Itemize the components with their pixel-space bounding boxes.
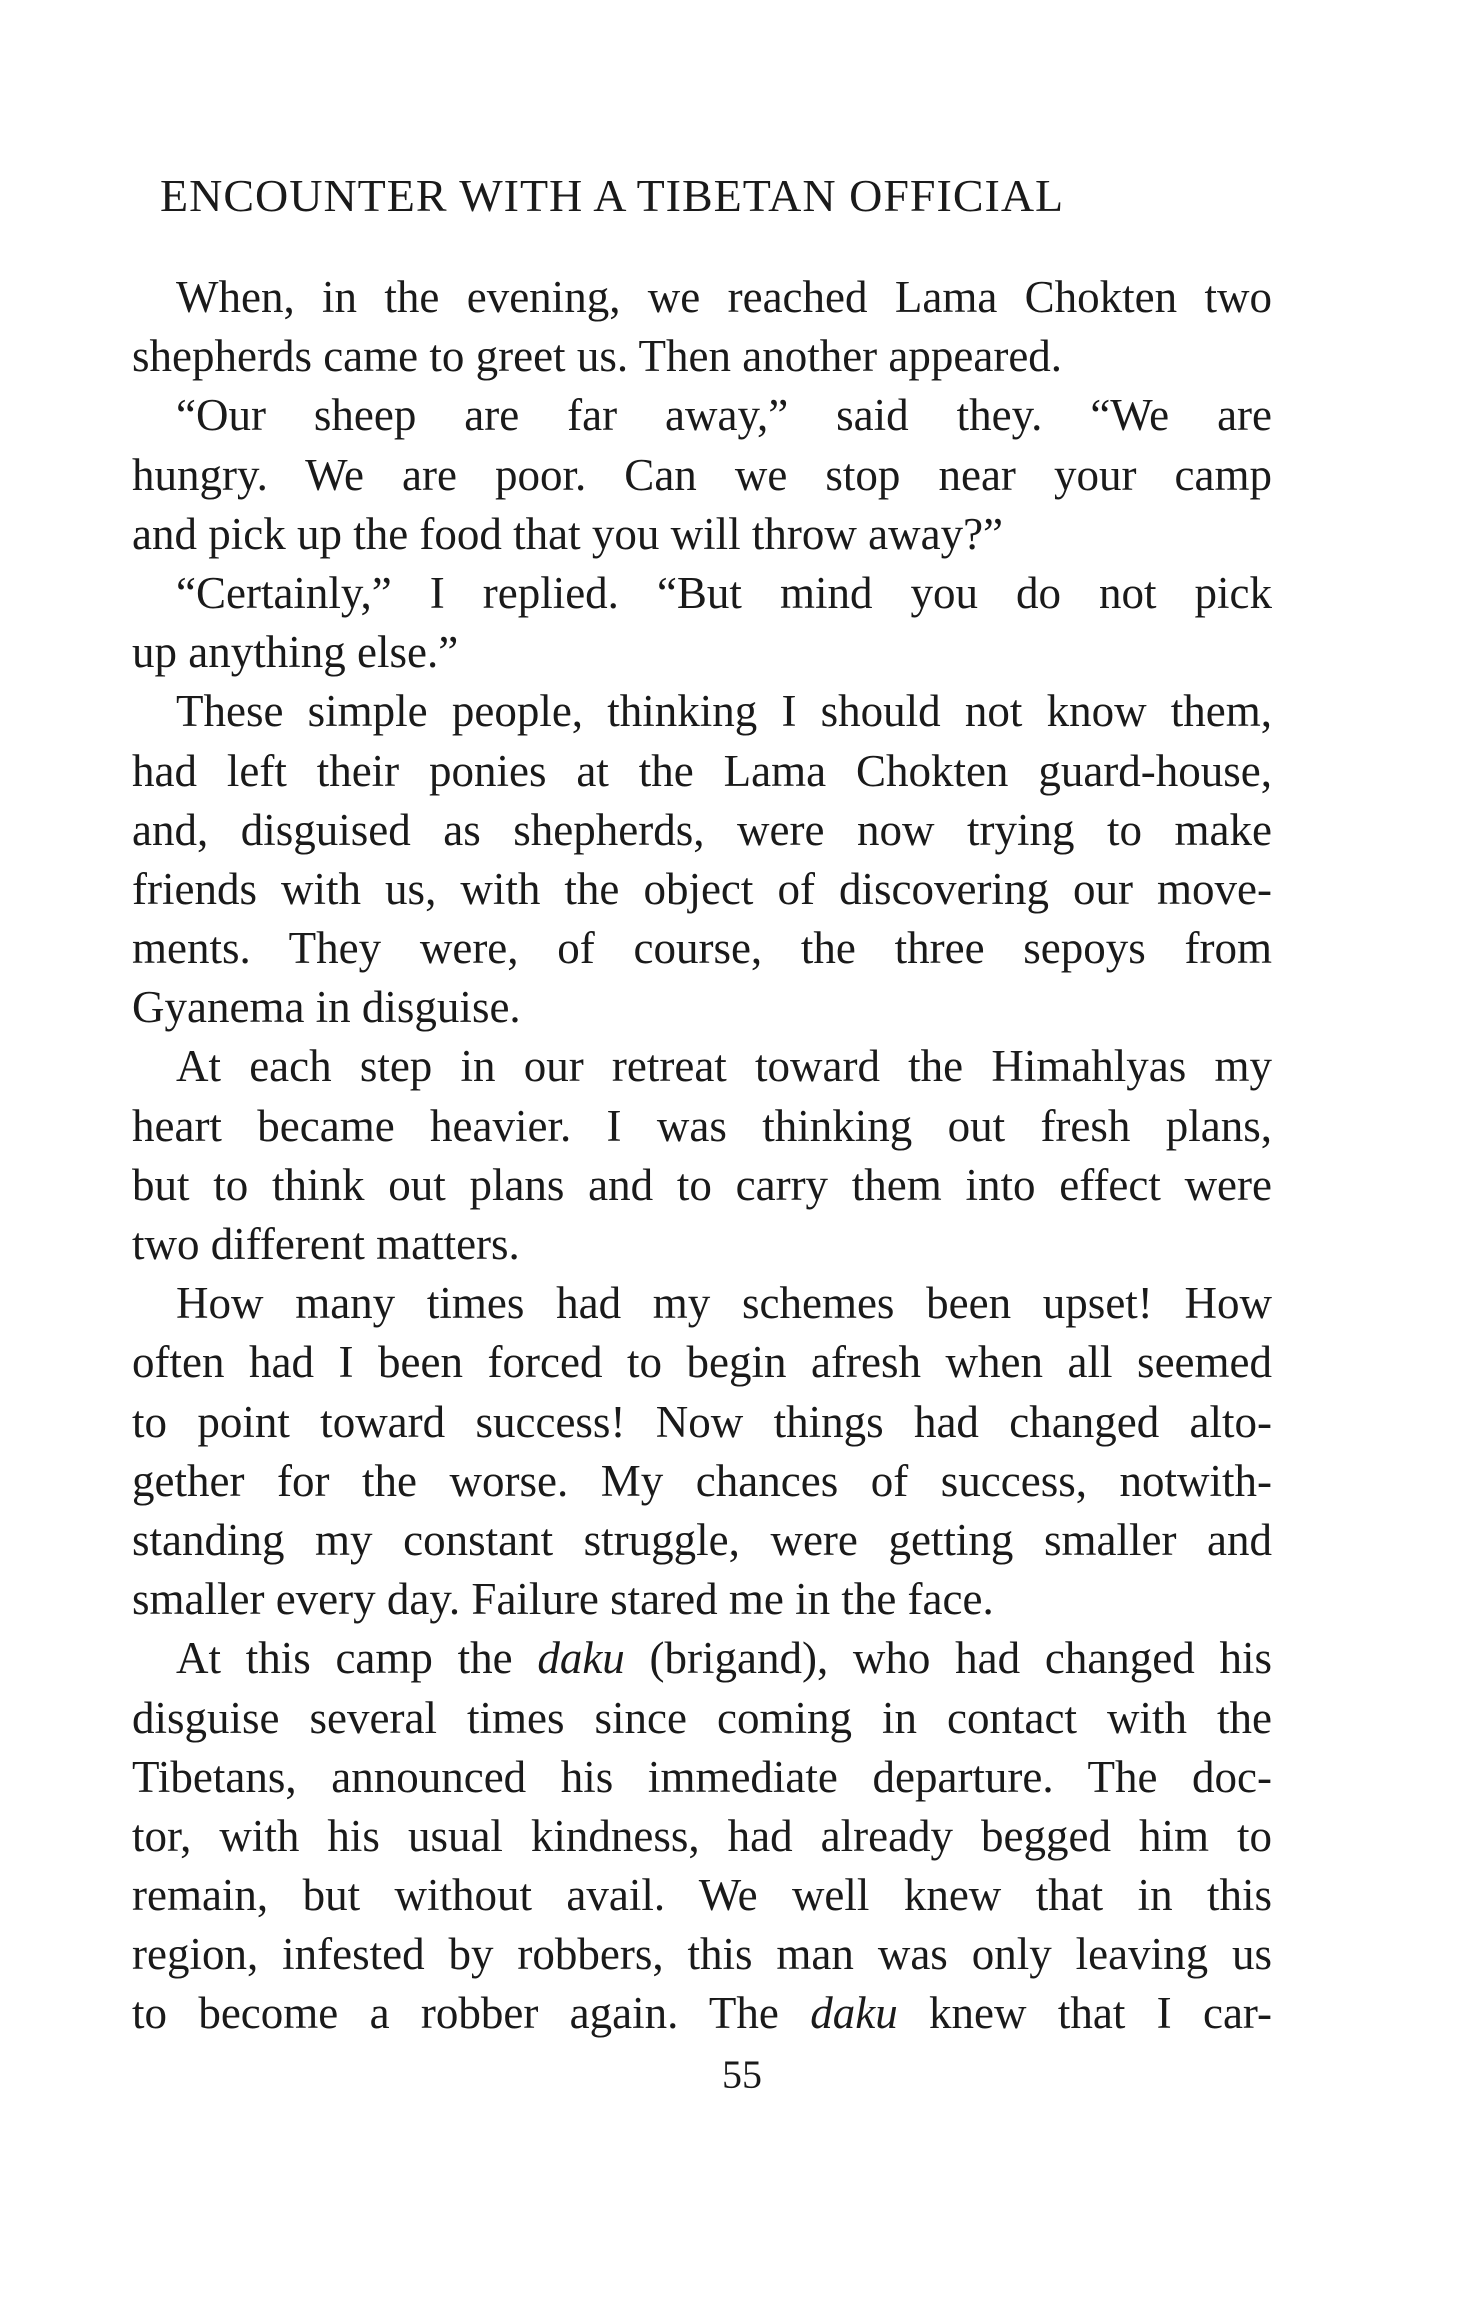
text-line: hungry. We are poor. Can we stop near your camp bbox=[132, 449, 1272, 500]
text-line: remain, but without avail. We well knew that in this bbox=[132, 1870, 1272, 1921]
text-line: At this camp the daku (brigand), who had changed his bbox=[176, 1633, 1272, 1684]
text-line: Gyanema in disguise. bbox=[132, 982, 521, 1033]
text-line: smaller every day. Failure stared me in the face. bbox=[132, 1574, 994, 1625]
text-line: “Our sheep are far away,” said they. “We are bbox=[176, 390, 1272, 441]
text-line: to become a robber again. The daku knew that I car- bbox=[132, 1988, 1272, 2039]
text-line: but to think out plans and to carry them into effect were bbox=[132, 1159, 1272, 1210]
running-head: ENCOUNTER WITH A TIBETAN OFFICIAL bbox=[160, 170, 1065, 221]
italic-word: daku bbox=[537, 1633, 625, 1684]
text-line: disguise several times since coming in contact with the bbox=[132, 1692, 1272, 1743]
text-line: When, in the evening, we reached Lama Chokten two bbox=[176, 272, 1272, 322]
text-line: often had I been forced to begin afresh when all seemed bbox=[132, 1337, 1272, 1388]
text-line: gether for the worse. My chances of success, notwith- bbox=[132, 1455, 1272, 1506]
text-line: heart became heavier. I was thinking out fresh plans, bbox=[132, 1100, 1272, 1151]
text-line: At each step in our retreat toward the Himahlyas my bbox=[176, 1041, 1272, 1092]
text-line: How many times had my schemes been upset! How bbox=[176, 1278, 1272, 1329]
body-text bbox=[132, 268, 1272, 2044]
text-line: ments. They were, of course, the three sepoys from bbox=[132, 923, 1272, 974]
text-line: and pick up the food that you will throw away?” bbox=[132, 508, 1004, 559]
text-line: tor, with his usual kindness, had already begged him to bbox=[132, 1810, 1272, 1861]
text-line: to point toward success! Now things had changed alto- bbox=[132, 1396, 1272, 1447]
text-line: region, infested by robbers, this man was only leaving us bbox=[132, 1929, 1272, 1980]
text-line: and, disguised as shepherds, were now trying to make bbox=[132, 804, 1272, 855]
text-line: had left their ponies at the Lama Chokten guard-house, bbox=[132, 745, 1272, 796]
text-line: Tibetans, announced his immediate departure. The doc- bbox=[132, 1751, 1272, 1802]
italic-word: daku bbox=[810, 1988, 898, 2039]
text-line: friends with us, with the object of discovering our move- bbox=[132, 863, 1272, 914]
text-line: shepherds came to greet us. Then another appeared. bbox=[132, 331, 1063, 382]
text-line: “Certainly,” I replied. “But mind you do not pick bbox=[176, 567, 1272, 618]
text-line: two different matters. bbox=[132, 1219, 520, 1269]
text-line: standing my constant struggle, were getting smaller and bbox=[132, 1514, 1272, 1565]
page-number: 55 bbox=[722, 2052, 762, 2097]
text-line: These simple people, thinking I should not know them, bbox=[176, 686, 1272, 737]
text-line: up anything else.” bbox=[132, 627, 459, 678]
